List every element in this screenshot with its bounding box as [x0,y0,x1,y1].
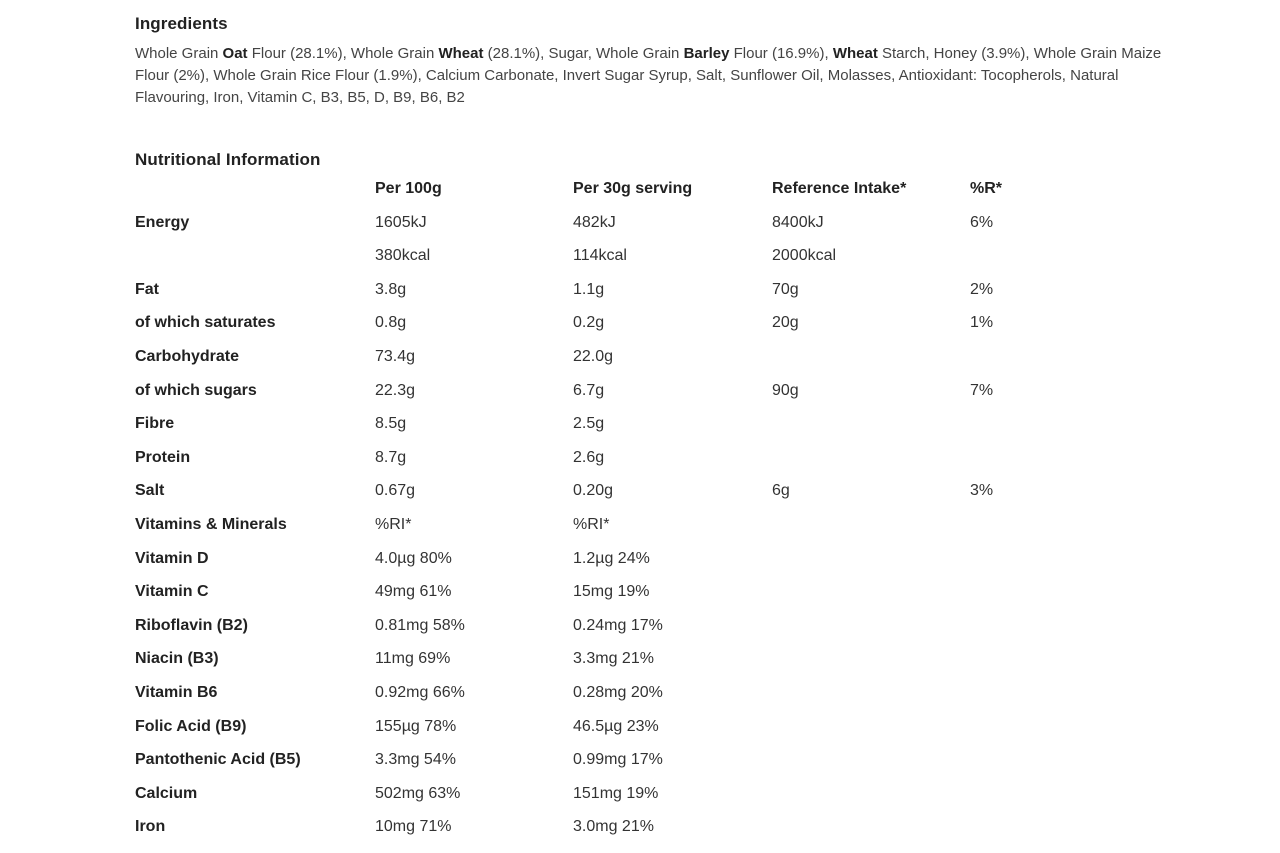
column-header-per-serving: Per 30g serving [573,180,693,197]
cell-per-serving: 6.7g [573,381,605,399]
cell-nutrient-name: Pantothenic Acid (B5) [135,751,301,769]
cell-per-100g: 0.8g [375,314,407,332]
column-header-per-100g: Per 100g [375,180,442,197]
cell-per-100g: 11mg 69% [375,650,451,668]
cell-nutrient-name: of which saturates [135,314,276,332]
table-row [135,281,1175,315]
cell-nutrient-name: Carbohydrate [135,347,240,365]
ingredient-highlight: Oat [222,45,248,62]
cell-nutrient-name: of which sugars [135,381,257,399]
column-header-reference-intake: Reference Intake* [772,180,907,197]
cell-per-serving: 2.5g [573,415,605,433]
cell-per-serving: 15mg 19% [573,583,650,601]
table-row [135,650,1175,684]
product-info [135,14,1175,852]
ingredient-text: Whole Grain [135,45,223,62]
cell-per-serving: 3.3mg 21% [573,650,654,668]
cell-per-100g: 502mg 63% [375,784,461,802]
column-header-percent-ri: %R* [970,180,1003,197]
cell-per-serving: 1.2µg 24% [573,549,650,567]
table-row [135,785,1175,819]
cell-per-100g: 3.8g [375,280,407,298]
cell-percent-ri: 1% [970,314,994,332]
ingredient-highlight: Wheat [832,45,878,62]
cell-per-100g: 8.7g [375,448,407,466]
cell-reference-intake: 20g [772,314,799,332]
table-row [135,583,1175,617]
cell-per-serving: 114kcal [573,247,627,265]
ingredients-list [135,43,1175,109]
cell-per-100g: %RI* [375,515,412,533]
cell-per-100g: 73.4g [375,347,416,365]
cell-nutrient-name: Vitamin D [135,549,209,567]
cell-per-serving: 22.0g [573,347,614,365]
cell-per-100g: 22.3g [375,381,416,399]
cell-nutrient-name: Salt [135,482,165,500]
cell-per-serving: 3.0mg 21% [573,818,654,836]
cell-per-serving: 151mg 19% [573,784,659,802]
table-row [135,214,1175,248]
ingredients-heading: Ingredients [135,14,228,33]
table-row [135,482,1175,516]
cell-per-serving: 0.24mg 17% [573,616,663,634]
table-row [135,314,1175,348]
cell-per-serving: %RI* [573,515,610,533]
cell-per-100g: 10mg 71% [375,818,452,836]
table-row [135,415,1175,449]
cell-per-100g: 0.92mg 66% [375,683,465,701]
ingredient-text: (28.1%), Sugar, Whole Grain [483,45,684,62]
table-row [135,751,1175,785]
cell-per-serving: 0.28mg 20% [573,683,663,701]
cell-nutrient-name: Riboflavin (B2) [135,616,248,634]
cell-percent-ri: 2% [970,280,994,298]
cell-per-100g: 380kcal [375,247,431,265]
ingredient-text: Starch, Honey (3.9%), Whole Grain Maize Flour (2%), Whole Grain Rice Flour (1.9%), Calcium Carbonate, Invert Sugar Syrup, Salt, Sunflower Oil, Molasses, Antioxidant: Tocopherols, Natural Flavouring, Iron, Vitamin C, B3, B5, D, B9, B6, B2 [135,45,1162,106]
cell-percent-ri: 6% [970,213,994,231]
cell-per-serving: 0.2g [573,314,605,332]
cell-nutrient-name: Folic Acid (B9) [135,717,247,735]
table-row [135,382,1175,416]
cell-per-100g: 4.0µg 80% [375,549,452,567]
table-row [135,818,1175,852]
cell-per-serving: 2.6g [573,448,605,466]
cell-reference-intake: 6g [772,482,790,500]
cell-per-serving: 482kJ [573,213,616,231]
table-row [135,247,1175,281]
table-row [135,516,1175,550]
cell-nutrient-name: Energy [135,213,190,231]
table-row [135,718,1175,752]
cell-reference-intake: 2000kcal [772,247,837,265]
cell-nutrient-name: Vitamin C [135,583,209,601]
cell-per-100g: 8.5g [375,415,407,433]
cell-per-serving: 1.1g [573,280,605,298]
cell-per-100g: 155µg 78% [375,717,457,735]
ingredient-highlight: Barley [683,45,730,62]
ingredient-highlight: Wheat [438,45,484,62]
cell-per-serving: 0.20g [573,482,614,500]
table-row [135,684,1175,718]
cell-reference-intake: 70g [772,280,799,298]
ingredient-text: Flour (28.1%), Whole Grain [247,45,439,62]
cell-percent-ri: 7% [970,381,994,399]
cell-percent-ri: 3% [970,482,994,500]
cell-nutrient-name: Niacin (B3) [135,650,219,668]
cell-nutrient-name: Fibre [135,415,175,433]
nutrition-heading: Nutritional Information [135,150,321,169]
nutrition-table [135,180,1175,852]
cell-per-100g: 1605kJ [375,213,427,231]
cell-nutrient-name: Vitamin B6 [135,683,218,701]
table-row [135,617,1175,651]
ingredient-text: Flour (16.9%), [729,45,833,62]
cell-per-100g: 3.3mg 54% [375,751,456,769]
cell-per-serving: 0.99mg 17% [573,751,663,769]
cell-per-100g: 0.67g [375,482,416,500]
cell-per-100g: 49mg 61% [375,583,452,601]
cell-nutrient-name: Protein [135,448,191,466]
cell-per-100g: 0.81mg 58% [375,616,465,634]
table-row [135,449,1175,483]
cell-nutrient-name: Calcium [135,784,198,802]
cell-reference-intake: 8400kJ [772,213,824,231]
table-row [135,348,1175,382]
cell-nutrient-name: Fat [135,280,159,298]
cell-reference-intake: 90g [772,381,799,399]
cell-nutrient-name: Iron [135,818,166,836]
table-header-row [135,180,1175,214]
cell-per-serving: 46.5µg 23% [573,717,659,735]
cell-nutrient-name: Vitamins & Minerals [135,515,287,533]
table-row [135,550,1175,584]
